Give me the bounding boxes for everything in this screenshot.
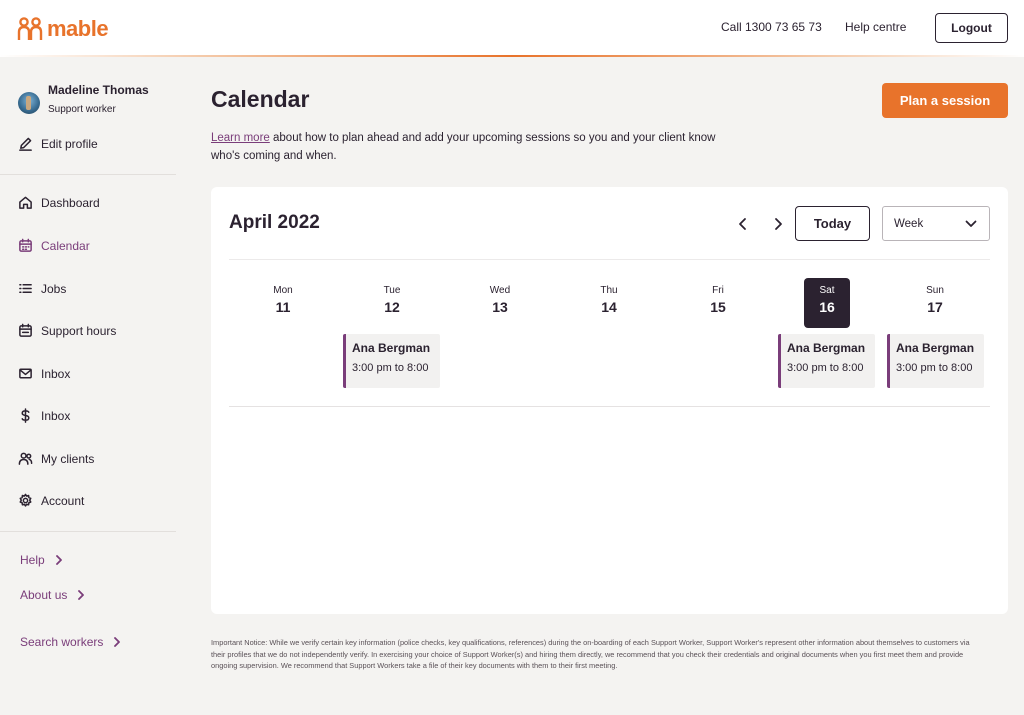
people-icon (18, 451, 33, 466)
sidebar-item-payments[interactable] (18, 408, 70, 423)
mail-icon (18, 366, 33, 381)
help-link[interactable] (20, 553, 63, 567)
intro-text (211, 129, 731, 165)
about-us-link-label: About us (20, 588, 68, 602)
sidebar-item-support-hours[interactable] (18, 323, 116, 338)
day-header-sun[interactable] (912, 278, 958, 328)
home-icon (18, 195, 33, 210)
edit-profile-link[interactable] (18, 136, 98, 151)
event-client-name: Ana Bergman (896, 341, 975, 355)
today-button[interactable]: Today (795, 206, 870, 241)
intro-body: about how to plan ahead and add your upcoming sessions so you and your client know who's coming and when. (211, 132, 716, 162)
chevron-left-icon (736, 216, 750, 232)
header-divider (229, 259, 990, 260)
people-logo-icon (17, 17, 43, 41)
sidebar-item-inbox[interactable] (18, 366, 70, 381)
user-profile (18, 83, 149, 115)
event-client-name: Ana Bergman (787, 341, 866, 355)
previous-week-button[interactable] (736, 216, 750, 232)
session-event[interactable] (778, 334, 875, 388)
mable-logo[interactable] (17, 16, 108, 42)
sidebar-item-label: My clients (41, 451, 95, 466)
chevron-down-icon (965, 220, 977, 228)
sidebar-item-label: Support hours (41, 323, 117, 338)
learn-more-link[interactable]: Learn more (211, 132, 270, 144)
user-role: Support worker (48, 104, 116, 115)
important-notice: Important Notice: While we verify certain key information (police checks, key qualifications, references) during the on-boarding of each Support Worker, Support Worker's represent other information about themselves to customers via their profiles that we do not independently verify. In exercising your choice of Support Worker(s) and hiring them directly, we recommend that you check their credentials and original documents when you first meet them and provide ongoing supervision. We recommend that Support Workers take a file of their key documents with them to their first meeting. (211, 638, 970, 670)
day-header-thu[interactable] (586, 278, 632, 328)
calendar-clock-icon (18, 323, 33, 338)
day-date: 13 (492, 299, 508, 315)
dollar-icon (18, 408, 33, 423)
event-time: 3:00 pm to 8:00 (352, 362, 429, 374)
day-header-fri[interactable] (695, 278, 741, 328)
day-date: 17 (927, 299, 943, 315)
sidebar-item-my-clients[interactable] (18, 451, 94, 466)
sidebar-item-jobs[interactable] (18, 281, 66, 296)
gear-icon (18, 493, 33, 508)
event-time: 3:00 pm to 8:00 (787, 362, 864, 374)
phone-link[interactable]: Call 1300 73 65 73 (721, 20, 822, 34)
day-header-tue[interactable] (369, 278, 415, 328)
sidebar-item-calendar[interactable] (18, 238, 90, 253)
events-divider (229, 406, 990, 407)
sidebar-item-label: Inbox (41, 408, 71, 423)
sidebar-item-label: Account (41, 493, 85, 508)
chevron-right-icon (771, 216, 785, 232)
logout-button[interactable]: Logout (935, 13, 1008, 43)
day-header-wed[interactable] (477, 278, 523, 328)
user-name: Madeline Thomas (48, 83, 149, 97)
sidebar-item-dashboard[interactable] (18, 195, 100, 210)
search-workers-link-label: Search workers (20, 635, 104, 649)
avatar[interactable] (18, 92, 40, 114)
day-date: 12 (384, 299, 400, 315)
plan-session-button[interactable]: Plan a session (882, 83, 1008, 118)
chevron-right-icon (77, 590, 85, 600)
day-header-mon[interactable] (260, 278, 306, 328)
calendar-card (211, 187, 1008, 614)
sidebar (0, 57, 176, 715)
sidebar-item-label: Dashboard (41, 195, 100, 210)
sidebar-item-label: Calendar (41, 238, 90, 253)
chevron-right-icon (113, 637, 121, 647)
day-date: 15 (710, 299, 726, 315)
sidebar-item-label: Inbox (41, 366, 71, 381)
top-header (0, 0, 1024, 57)
sidebar-item-account[interactable] (18, 493, 84, 508)
day-name: Sun (926, 285, 944, 296)
page-title: Calendar (211, 86, 310, 112)
day-name: Fri (712, 285, 724, 296)
calendar-icon (18, 238, 33, 253)
sidebar-divider (0, 531, 176, 532)
logo-text: mable (47, 16, 109, 41)
sidebar-divider (0, 174, 176, 175)
search-workers-link[interactable] (20, 635, 121, 649)
edit-profile-label: Edit profile (41, 136, 98, 151)
session-event[interactable] (887, 334, 984, 388)
about-us-link[interactable] (20, 588, 85, 602)
day-name: Wed (489, 285, 511, 296)
day-date: 14 (601, 299, 617, 315)
session-event[interactable] (343, 334, 440, 388)
event-time: 3:00 pm to 8:00 (896, 362, 973, 374)
day-name: Tue (383, 285, 401, 296)
day-name: Mon (273, 285, 293, 296)
pencil-icon (18, 136, 33, 151)
month-title: April 2022 (229, 212, 320, 233)
chevron-right-icon (55, 555, 63, 565)
day-header-sat-selected[interactable] (804, 278, 850, 328)
next-week-button[interactable] (771, 216, 785, 232)
help-centre-link[interactable]: Help centre (845, 20, 907, 34)
view-select-value: Week (894, 217, 924, 230)
day-name: Sat (819, 285, 835, 296)
sidebar-item-label: Jobs (41, 281, 67, 296)
day-date: 16 (819, 299, 835, 315)
list-icon (18, 281, 33, 296)
day-name: Thu (600, 285, 618, 296)
help-link-label: Help (20, 553, 45, 567)
event-client-name: Ana Bergman (352, 341, 431, 355)
view-select[interactable] (882, 206, 990, 241)
day-date: 11 (275, 299, 291, 315)
